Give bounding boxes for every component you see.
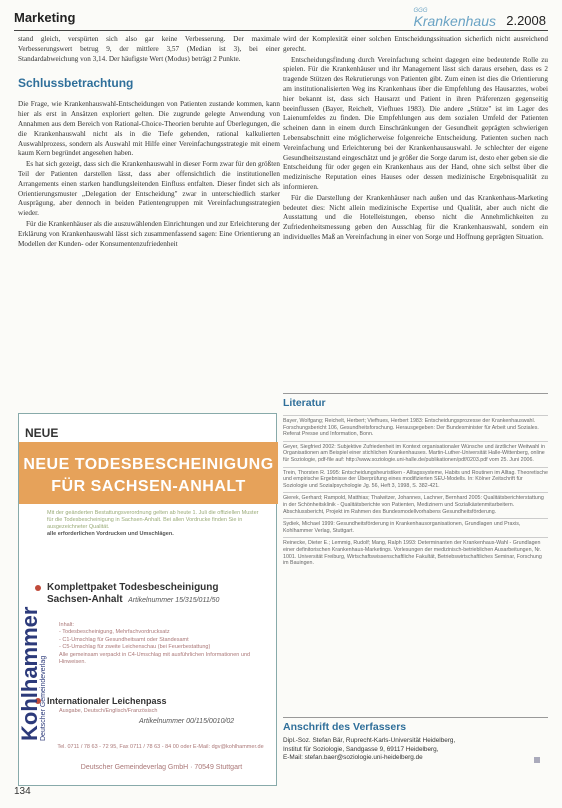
ad-intro-bold: alle erforderlichen Vordrucken und Umschlägen. <box>47 531 174 537</box>
literature-ref: Geyer, Siegfried 2002: Subjektive Zufriedenheit im Kontext organisationaler Wünsche und ärztlicher Weitwahl in Organisationen am Beispiel einer stichlichen Krankenhauses. Martin-Luther-Universität Halle-Wittenberg, online für Soziologie, pdf-file auf: http://www.soziologie.uni-halle.de/publikationen/pdf/0203.pdf vom 25. Juni 2006. <box>283 441 548 467</box>
right-paragraph: Entscheidungsfindung durch Vereinfachung scheint dagegen eine bedeutende Rolle zu spielen. Für die Krankenhäuser und ihr Management lässt sich daraus ersehen, dass es 2 tragende Stützen des Rekrutierungs von Patienten gibt. Zum einen ist dies die Orientierung am institutionalisierten Weg ins Krankenhaus über die Empfehlung des Hausarztes, wobei hier bekannt ist, dass sich Hausarzt und Patient in ihren Präferenzen gegenseitig beeinflussen (Bayer, Reichelt, Viefhues 1983). Die andere „Stütze" ist im Lager des Laienumfeldes zu finden. Die Empfehlungen aus dem sozialen Umfeld der Patienten scheinen dann in einem durch Einschränkungen der Gesundheit geprägten schwierigen Lebensabschnitt eine möglicherweise folgenreiche Entscheidung. Patienten suchen nach Vereinfachung und Erleichterung bei der Krankenhausauswahl. Je schlechter der eigene Gesundheitszustand eingeschätzt und je größer die Sorge darum ist, desto eher geben sie die Entscheidung für oder gegen ein Krankenhaus aus der Hand, ohne sich selbst über die medizinische Reputation eines Hauses oder dessen medizinische Ergebnisqualität zu informieren. <box>283 55 548 191</box>
ad-package-item: Inhalt: <box>59 622 74 628</box>
logo-sub: Deutscher Gemeindeverlag <box>40 655 47 741</box>
magazine-logo <box>413 8 496 28</box>
section-title: Marketing <box>14 10 76 25</box>
literature-ref: Bayer, Wolfgang; Reichelt, Herbert; Viefhues, Herbert 1983: Entscheidungsprozesse der Krankenhauswahl. Forschungsbericht 106, Gesundheitsforschung. Herausgegeben: Der Bundesminister für Arbeit und Soziales. Referat Presse und Information, Bonn. <box>283 415 548 441</box>
ad-title-band <box>19 442 278 504</box>
ad-package-article: Artikelnummer 15/315/011/50 <box>128 597 220 604</box>
kohlhammer-logo <box>17 606 47 741</box>
ad-pass-sub: Ausgabe, Deutsch/Englisch/Französisch <box>59 708 158 714</box>
ad-package-state: Sachsen-Anhalt <box>47 594 123 605</box>
ad-intro <box>47 510 262 538</box>
page-number: 134 <box>14 786 31 797</box>
issue-number: 2.2008 <box>506 13 546 28</box>
end-mark-icon <box>534 757 540 763</box>
literature-heading: Literatur <box>283 393 548 409</box>
left-paragraph: Die Frage, wie Krankenhauswahl-Entscheidungen von Patienten zustande kommen, kann hier als erst in Ansätzen exploriert gelten. Die zugrunde gelegte Anwendung von Annahmen aus dem Bereich von Rational-Choice-Theorien beruhte auf Überlegungen, die die Krankenhauswahl nicht als in die Tiefe gehenden, rational kalkulierten Auswahlprozess, sondern als Auswahl mit Hilfe einer Vereinfachungsstrategie mit einem kaum Kern begründet angesehen haben. <box>18 100 280 158</box>
literature-ref: Gierek, Gerhard; Rampold, Matthias; Thalwitzer, Johannes, Lachner, Bernhard 2005: Qualitätsberichterstattung in der Schönheitsklinik - Qualitätsberichte von Patienten, Medizinern und Sozialkästenmitarbeitern. Abschlussbericht, Projekt im Rahmen des Bundesmodellvorhabens Gesundheitsförderung. <box>283 492 548 518</box>
ad-package-title: Komplettpaket Todesbescheinigung <box>47 582 219 593</box>
bullet-icon <box>35 585 41 591</box>
right-paragraph: wird der Komplexität einer solchen Entscheidungssituation sicherlich nicht ausreichend gerecht. <box>283 35 548 53</box>
ad-title-line-2: FÜR SACHSEN-ANHALT <box>51 478 246 495</box>
ad-package-list <box>59 622 269 666</box>
ad-package-item: - Todesbescheinigung, Mehrfachvordrucksatz <box>59 629 170 636</box>
literature-section <box>283 393 548 570</box>
right-paragraph: Für die Darstellung der Krankenhäuser nach außen und das Krankenhaus-Marketing bedeutet dies: Nicht allein medizinische Expertise und Qualität, aber auch nicht die Ausstattung und die Hotelleistungen, ebenso nicht die Annehmlichkeiten zu Zufriedenheitsmessung geben den Ausschlag für die Krankenhauswahl, sondern ein individuelles Maß an Vereinfachung in einer von Sorge und Hoffnung geprägten Situation. <box>283 193 548 241</box>
ad-pass-title: Internationaler Leichenpass <box>47 696 167 706</box>
ad-package <box>47 582 272 606</box>
left-column <box>18 35 280 250</box>
section-heading-conclusion: Schlussbetrachtung <box>18 76 134 91</box>
advertisement <box>18 413 277 786</box>
left-top-paragraph: stand gleich, verspürten sich also gar keine Verbesserung. Der maximale Verbesserungswert betrug 9, der mittlere 3,57 (Median ist 3), bei einer Standardabweichung von 3,14. Der häufigste Wert (Modus) beträgt 2 Punkte. <box>18 35 280 63</box>
author-heading: Anschrift des Verfassers <box>283 717 548 733</box>
ad-pass-article: Artikelnummer 00/115/0010/02 <box>139 718 235 725</box>
literature-ref: Trein, Thorsten R. 1995: Entscheidungsheuristiken - Alltagssysteme, Habits und Routinen im Alltag. Theoretische und empirische Ergebnisse der Überprüfung eines modifizierten SEU-Modells. In: Kölner Zeitschrift für Soziologie und Sozialpsychologie Jg. 56, Heft 3, 1998, S. 382-421. <box>283 467 548 493</box>
author-line: Institut für Soziologie, Sandgasse 9, 69117 Heidelberg, <box>283 745 439 753</box>
ad-company: Deutscher Gemeindeverlag GmbH · 70549 Stuttgart <box>80 764 243 771</box>
author-section <box>283 717 548 763</box>
ad-contact: Tel. 0711 / 78 63 - 72 95, Fax 0711 / 78 63 - 84 00 oder E-Mail: dgv@kohlhammer.de <box>57 744 264 750</box>
ad-new-label: NEUE <box>25 426 59 440</box>
magazine-logo-prefix: GGG <box>413 8 428 14</box>
left-paragraph: Für die Krankenhäuser als die auszuwählenden Einrichtungen und zur Erleichterung der Erklärung von Krankenhauswahl lässt sich zusammenfassend sagen: Eine Orientierung an Modellen der Kunden- oder Konsumentenzufriedenheit <box>18 219 280 248</box>
ad-package-item: - C5-Umschlag für zweite Leichenschau (bei Feuerbestattung) <box>59 644 211 651</box>
page-header <box>14 10 548 30</box>
author-line: Dipl.-Soz. Stefan Bär, Ruprecht-Karls-Universität Heidelberg, <box>283 737 456 744</box>
author-line: E-Mail: stefan.baer@soziologie.uni-heidelberg.de <box>283 754 423 762</box>
ad-package-item: Alle gemeinsam verpackt in C4-Umschlag mit ausführlichen Informationen und Hinweisen. <box>59 651 251 666</box>
literature-ref: Sydiek, Michael 1999: Gesundheitsförderung in Krankenhausorganisationen, Grundlagen und Praxis, Kohlhammer Verlag, Stuttgart. <box>283 518 548 537</box>
right-column <box>283 35 548 244</box>
ad-intro-text: Mit der geänderten Bestattungsverordnung gelten ab heute 1. Juli die offiziellen Muster für die Todesbescheinigung in Sachsen-Anhalt. Bei allen Vordrucke finden Sie in ausgezeichneter Qualität. <box>47 510 259 530</box>
header-rule <box>14 30 548 31</box>
magazine-logo-name: Krankenhaus <box>413 13 496 29</box>
ad-title-line-1: NEUE TODESBESCHEINIGUNG <box>23 456 274 473</box>
logo-name: Kohlhammer <box>17 606 42 741</box>
ad-package-item: - C1-Umschlag für Gesundheitsamt oder Standesamt <box>59 636 189 643</box>
left-paragraph: Es hat sich gezeigt, dass sich die Krankenhauswahl in dieser Form zwar für den größten Teil der Patienten darstellen lässt, dass aber offensichtlich die institutionellen Arrangements einen starken handlungsleitenden Einfluss entfalten. Dieser findet sich als Orientierungsmuster „Delegation der Entscheidung" zwar in unterschiedlich starker Ausprägung, aber dennoch in beiden Patientengruppen mit Vereinfachungsstrategien wieder. <box>18 160 280 218</box>
literature-ref: Reinecke, Dieter E.; Lemmig, Rudolf; Mang, Ralph 1993: Determinanten der Krankenhaus-Wahl - Grundlagen einer definitorischen Krankenhaus-Marketings. Vorlesungen der medizinisch-betrieblichen Ausarbeitungen, Nr. 1001. Universität Freiburg, Wirtschaftswissenschaftliche Fakultät, Betriebswirtschaftliches Seminar, Forschung im Bauingen. <box>283 537 548 569</box>
